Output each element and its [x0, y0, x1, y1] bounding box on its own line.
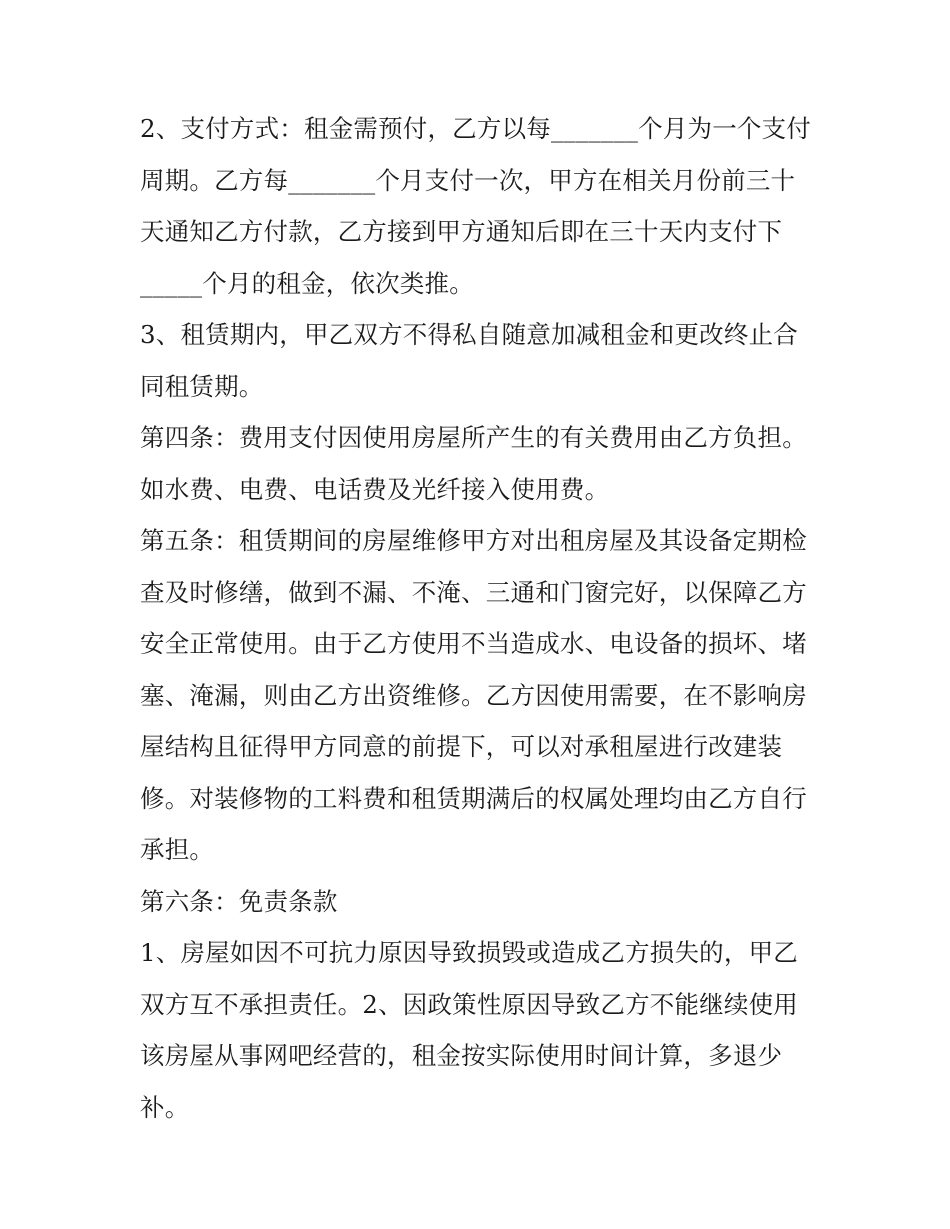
text-line: 第六条：免责条款	[140, 886, 338, 916]
text-line: 2、支付方式：租金需预付，乙方以每_______个月为一个支付	[140, 114, 812, 143]
text-line: 第四条：费用支付因使用房屋所产生的有关费用由乙方负担。	[140, 423, 807, 452]
document-body	[140, 103, 820, 1133]
text-line: 1、房屋如因不可抗力原因导致损毁或造成乙方损失的，甲乙	[140, 938, 798, 967]
text-line: 双方互不承担责任。2、因政策性原因导致乙方不能继续使用	[140, 989, 798, 1019]
text-line: 承担。	[140, 835, 215, 864]
text-line: 周期。乙方每_______个月支付一次，甲方在相关月份前三十	[140, 165, 796, 195]
text-line: 天通知乙方付款，乙方接到甲方通知后即在三十天内支付下	[140, 217, 783, 246]
text-line: 塞、淹漏，则由乙方出资维修。乙方因使用需要，在不影响房	[140, 680, 807, 710]
text-line: 3、租赁期内，甲乙双方不得私自随意加减租金和更改终止合	[140, 320, 798, 349]
text-line: 查及时修缮，做到不漏、不淹、三通和门窗完好，以保障乙方	[140, 577, 807, 607]
text-line: 修。对装修物的工料费和租赁期满后的权属处理均由乙方自行	[140, 783, 807, 813]
text-line: _____个月的租金，依次类推。	[140, 268, 474, 298]
text-line: 补。	[140, 1092, 190, 1122]
text-line: 屋结构且征得甲方同意的前提下，可以对承租屋进行改建装	[140, 732, 783, 761]
text-line: 该房屋从事网吧经营的，租金按实际使用时间计算，多退少	[140, 1041, 783, 1070]
text-line: 如水费、电费、电话费及光纤接入使用费。	[140, 474, 610, 504]
text-line: 安全正常使用。由于乙方使用不当造成水、电设备的损坏、堵	[140, 629, 807, 658]
text-line: 同租赁期。	[140, 371, 264, 401]
text-line: 第五条：租赁期间的房屋维修甲方对出租房屋及其设备定期检	[140, 526, 807, 555]
